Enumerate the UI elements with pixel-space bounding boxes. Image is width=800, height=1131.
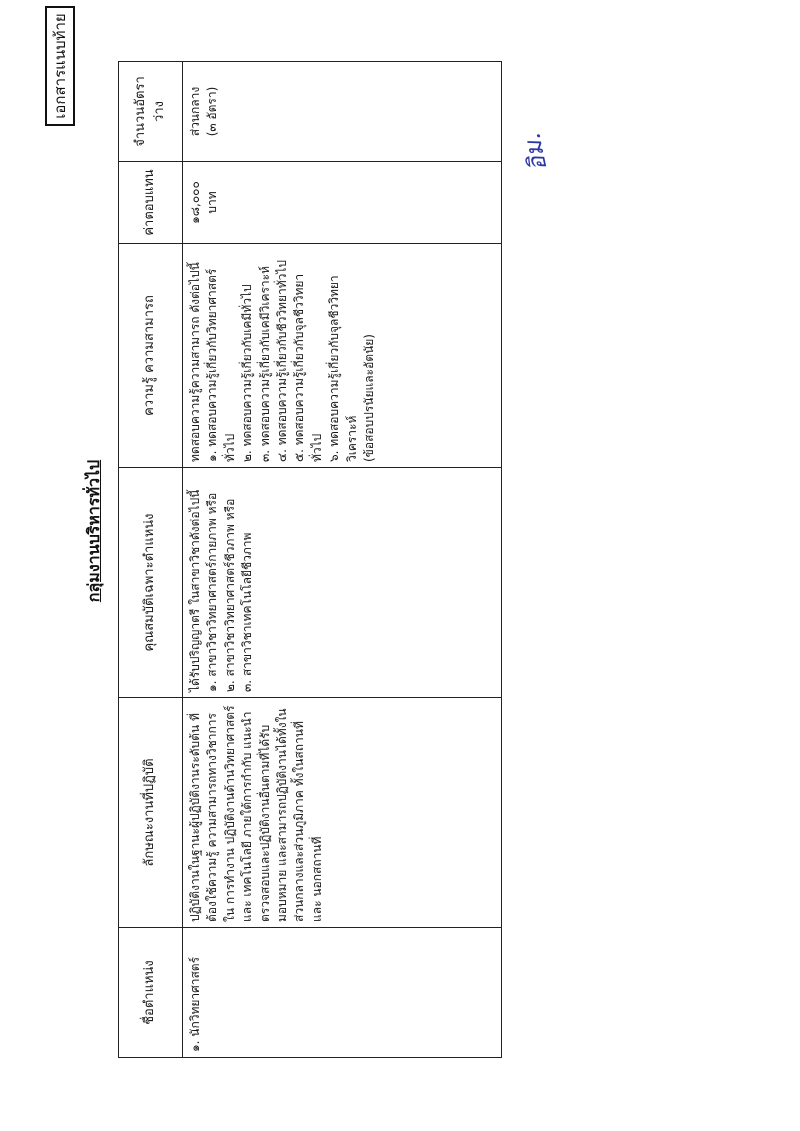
vacancy-place: ส่วนกลาง bbox=[188, 86, 202, 137]
header-qualifications: คุณสมบัติเฉพาะตำแหน่ง bbox=[119, 468, 183, 698]
group-title: กลุ่มงานบริหารทั่วไป bbox=[84, 459, 103, 603]
compensation-amount: ๑๘,๐๐๐ bbox=[188, 181, 202, 224]
header-position: ชื่อตำแหน่ง bbox=[119, 928, 183, 1058]
knowledge-item: ๖. ทดสอบความรู้เกี่ยวกับจุลชีววิทยาวิเคราะห์ bbox=[327, 275, 359, 462]
qualifications-cell bbox=[183, 468, 502, 698]
knowledge-cell bbox=[183, 244, 502, 468]
handwritten-signature: อิม. bbox=[517, 130, 553, 174]
knowledge-item: ๓. ทดสอบความรู้เกี่ยวกับเคมีวิเคราะห์ bbox=[257, 265, 272, 462]
knowledge-item: ๑. ทดสอบความรู้เกี่ยวกับวิทยาศาสตร์ทั่วไป bbox=[205, 268, 237, 462]
knowledge-item: ทดสอบความรู้ความสามารถ ดังต่อไปนี้ bbox=[188, 262, 202, 462]
vacancy-count: (๓ อัตรา) bbox=[205, 86, 220, 137]
compensation-unit: บาท bbox=[205, 191, 220, 214]
header-duties: ลักษณะงานที่ปฏิบัติ bbox=[119, 698, 183, 928]
compensation-cell bbox=[183, 162, 502, 244]
vacancy-cell bbox=[183, 62, 502, 162]
table-row bbox=[183, 62, 502, 1058]
table-header-row bbox=[119, 62, 183, 1058]
position-name: ๑. นักวิทยาศาสตร์ bbox=[183, 928, 502, 1058]
duties-text: ปฏิบัติงานในฐานะผู้ปฏิบัติงานระดับต้น ที่ต้องใช้ความรู้ ความสามารถทางวิชาการใน การทำงาน ปฏิบัติงานด้านวิทยาศาสตร์และ เทคโนโลยี ภายใต้การกำกับ แนะนำ ตรวจสอบและปฏิบัติงานอื่นตามที่ได้รับ มอบหมาย และสามารถปฏิบัติงานได้ทั้งใน ส่วนกลางและส่วนภูมิภาค ทั้งในสถานที่และ นอกสถานที่ bbox=[183, 698, 502, 928]
header-vacancy: จำนวนอัตราว่าง bbox=[119, 62, 183, 162]
qualification-item: ๒. สาขาวิชาวิทยาศาสตร์ชีวภาพ หรือ bbox=[222, 498, 237, 692]
qualification-item: ได้รับปริญญาตรี ในสาขาวิชาดังต่อไปนี้ bbox=[188, 489, 202, 692]
knowledge-item: ๒. ทดสอบความรู้เกี่ยวกับเคมีทั่วไป bbox=[240, 284, 255, 462]
qualification-item: ๑. สาขาวิชาวิทยาศาสตร์กายภาพ หรือ bbox=[205, 492, 220, 692]
qualification-item: ๓. สาขาวิชาเทคโนโลยีชีวภาพ bbox=[240, 532, 255, 692]
attachment-label: เอกสารแนบท้าย bbox=[45, 6, 75, 126]
knowledge-item: ๕. ทดสอบความรู้เกี่ยวกับจุลชีววิทยาทั่วไป bbox=[292, 273, 324, 462]
knowledge-item: ๔. ทดสอบความรู้เกี่ยวกับชีววิทยาทั่วไป bbox=[274, 259, 289, 462]
header-knowledge: ความรู้ ความสามารถ bbox=[119, 244, 183, 468]
header-compensation: ค่าตอบแทน bbox=[119, 162, 183, 244]
knowledge-item: (ข้อสอบปรนัยและอัตนัย) bbox=[361, 334, 376, 462]
position-table bbox=[118, 61, 502, 1058]
